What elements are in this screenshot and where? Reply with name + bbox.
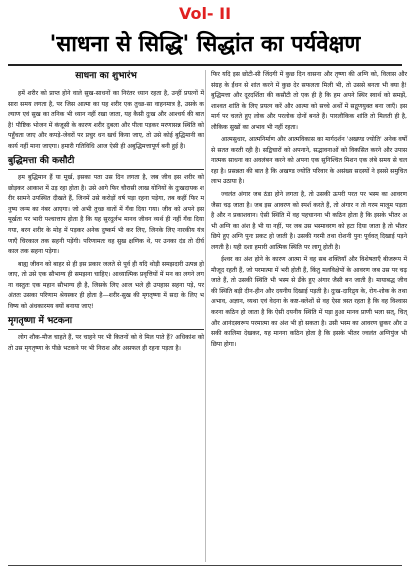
paragraph: लोग शौक-मौज चाहते हैं, पर चाहने पर भी कितनों को वे मिल पाते हैं? अधिकांश को तो उस मृगतृष्णा के पीछे भटकने पर भी निराश और असफल ही रहना पड़ता है। <box>8 334 204 352</box>
paragraph: ईश्वर का अंश होने के कारण आत्मा में वह सब शक्तियाँ और विशेषताएँ बीजरूप में मौजूद रहती हैं, जो परमात्मा में भरी होती हैं, किंतु मलविक्षेपों के आवरण जब उस पर चढ़ जाते हैं, तो उसकी स्थिति भी भस्म से ढँके हुए अंगार जैसी बन जाती है। मायाबद्ध जीव की स्थिति बड़ी दीन-हीन और दयनीय दिखाई पड़ती है। दुःख-दारिद्र्य के, रोग-शोक के तथा अभाव, अज्ञान, व्यथा एवं वेदना के कष्ट-क्लेशों से वह ऐसा त्रस्त रहता है कि वह विश्वास करना कठिन हो जाता है कि ऐसी दयनीय स्थिति में पड़ा हुआ मानव प्राणी भला सत्, चित् और आनंदस्वरूप परमात्मा का अंश भी हो सकता है। उसी भस्म का आवरण छूकर और उसकी कालिमा देखकर, यह मानना कठिन होता है कि इसके भीतर ज्वलंत अग्निपुंज भी छिपा होगा। <box>211 256 407 348</box>
column-divider <box>205 70 206 562</box>
right-column <box>211 70 407 352</box>
paragraph: बाह्य जीवन को बाहर से ही इस प्रकार जलते से पूर्व ही यदि थोड़ी समझदारी उत्पन्न हो जाए, तो उसे एक सौभाग्य ही समझना चाहिए। आध्यात्मिक प्रवृत्तियों में मन का लगने लगना वस्तुतः एक महान सौभाग्य ही है, जिसके लिए आज भले ही उपहास सहना पड़े, पर अंततः उसका परिणाम श्रेयस्कर ही होता है—शरीर-सुख की मृगतृष्णा में सदा के लिए भविष्य को अंधकारमय क्यों बनाया जाए! <box>8 260 204 310</box>
title-underline <box>8 64 402 66</box>
section-heading-shubharambh: साधना का शुभारंभ <box>75 71 137 81</box>
paragraph: फिर यदि इस छोटी-सी जिंदगी में कुछ दिन वासना और तृष्णा की अग्नि को, विलास और संग्रह के ईंधन से शांत करने में कुछ देर सफलता मिली भी, तो उससे बनता भी क्या है! बुद्धिमत्ता और दूरदर्शिता की कसौटी तो एक ही है कि हम अपने स्थिर स्वार्थ को समझें, शाश्वत शांति के लिए प्रयत्न करें और आत्मा को सच्चे अर्थों में सद्गुणयुक्त बना जाएँ। इस मार्ग पर चलते हुए लोक और परलोक दोनों बनते हैं। पारलौकिक शांति तो मिलती ही है, लौकिक सुखों का अभाव भी नहीं रहता। <box>211 71 407 131</box>
section-heading-kasauti: बुद्धिमत्ता की कसौटी <box>8 155 204 170</box>
paragraph: ज्वलंत अंगार जब ठंडा होने लगता है, तो उसकी ऊपरी परत पर भस्म का आवरण जैसा चढ़ जाता है। जब इस आवरण को स्पर्श करते हैं, तो अंगार न तो गरम मालूम पड़ता है और न प्रकाशवान। ऐसी स्थिति में वह पहचानना भी कठिन होता है कि इसके भीतर अभी अग्नि का अंश है भी या नहीं, पर जब उस भस्मावरण को हटा दिया जाता है तो भीतर छिपे हुए अग्नि पुनः प्रकट हो जाती है। उसकी गरमी तथा रोशनी पुनः पूर्ववत् दिखाई पड़ने लगती है। यही दशा हमारी आत्मिक स्थिति पर लागू होती है। <box>211 191 407 251</box>
paragraph: आत्मसुधार, आत्मनिर्माण और आत्मविकास का मार्गदर्शन 'अखण्ड ज्योति' अनेक वर्षों से सतत करती रही है। सद्विचारों को अपनाने, सद्भावनाओं को विकसित करने और उपासनात्मक साधना का अवलंबन करने को अपना एक सुनिश्चित मिशन एक लंबे समय से चल रहा है। प्रसन्नता की बात है कि अखण्ड ज्योति परिवार के असंख्य सदस्यों ने इससे समुचित लाभ उठाया है। <box>211 136 407 186</box>
volume-label: Vol- II <box>178 4 232 23</box>
article-title: 'साधना से सिद्धि' सिद्धांत का पर्यवेक्षण <box>49 31 361 57</box>
left-column <box>8 70 204 356</box>
section-heading-mrigtrishna: मृगतृष्णा में भटकना <box>8 315 204 330</box>
paragraph: हम बुद्धिमान हैं या मूर्ख, इसका पता उस दिन लगता है, जब जीव इस शरीर को छोड़कर आकाश में उड़ रहा होता है। उसे आगे फिर चौरासी लाख योनियों के दुःखदायक शरीर सामने उपस्थित दीखते हैं, जिनमें उसे करोड़ों वर्ष पड़ा रहना पड़ेगा, तब कहीं फिर मनुष्य जन्म का नंबर आएगा। जो अभी तुच्छ वातों में गँवा दिया गया। जीव को अपने इस मूर्खता पर भारी पश्चात्ताप होता है कि यह सुरदुर्लभ मानव जीवन व्यर्थ ही नहीं गँवा दिया गया, बरन शरीर के मोह में पड़कर अनेक दुष्कर्म भी कर लिए, जिनके लिए नारकीय यंत्रणाएँ चिरकाल तक सहनी पड़ेंगी। परिणामतः वह सुख क्षणिक थे, पर उनका दंड तो दीर्घकाल तक सहना पड़ेगा। <box>8 174 204 256</box>
paragraph: हमें शरीर को प्राप्त होने वाले सुख-साधनों का निरंतर ध्यान रहता है, उन्हीं प्रयत्नों में सारा समय लगता है, पर जिस आत्मा का यह शरीर एक तुच्छ-सा वाहनमात्र है, उसके कल्याण एवं सुख का तनिक भी ध्यान नहीं रखा जाता, यह कैसी दुःख और आश्चर्य की बात है! पौष्टिक भोजन में कंजूसी के कारण शरीर दुबला और पीला पड़कर मरणासन्न स्थिति को पहुँचता जाए और कपड़े-जेवरों पर प्रचुर धन खर्च किया जाए, तो उसे कोई बुद्धिमानी का कार्य नहीं माना जाएगा। हमारी गतिविधि आज ऐसी ही अबुद्धिमत्तापूर्ण बनी हुई है। <box>8 90 204 150</box>
bottom-rule <box>8 565 402 566</box>
